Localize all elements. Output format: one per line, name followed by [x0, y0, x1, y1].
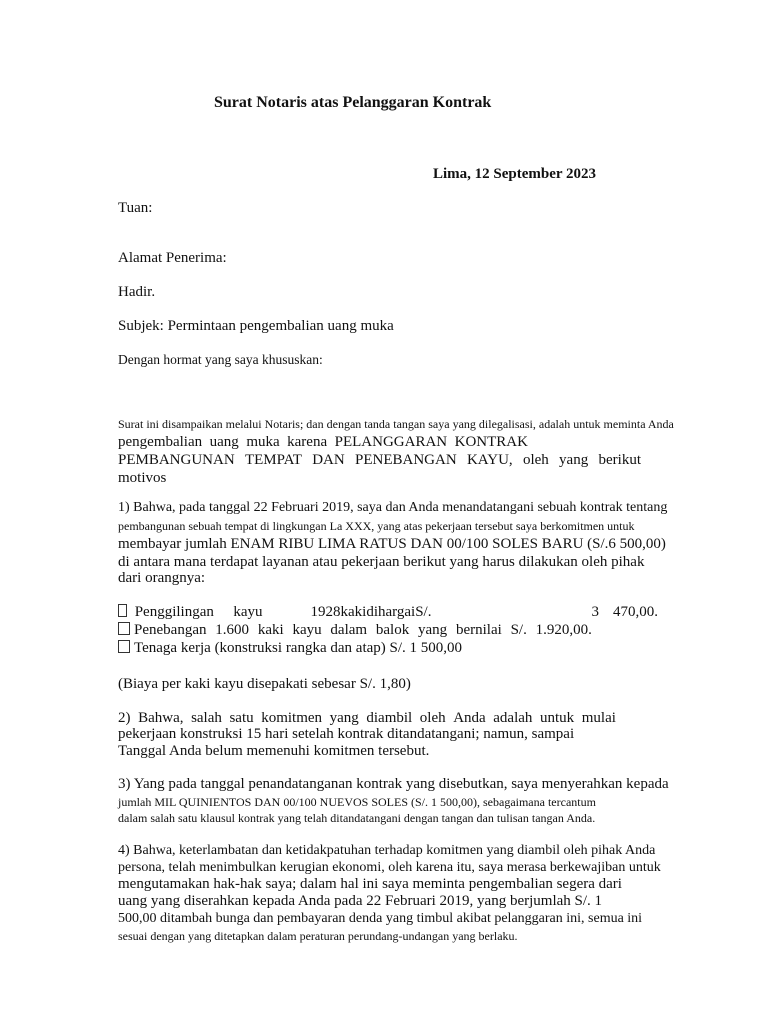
- bullet-box-icon: [118, 604, 127, 617]
- paragraph-line: 500,00 ditambah bunga dan pembayaran denda yang timbul akibat pelanggaran ini, semua ini: [118, 911, 643, 926]
- bullet-box-icon: [118, 640, 130, 653]
- paragraph-line: membayar jumlah ENAM RIBU LIMA RATUS DAN 00/100 SOLES BARU (S/.6 500,00): [118, 536, 666, 552]
- list-item: Penebangan 1.600 kaki kayu dalam balok yang bernilai S/. 1.920,00.: [118, 622, 592, 639]
- paragraph-line: di antara mana terdapat layanan atau pekerjaan berikut yang harus dilakukan oleh pihak: [118, 554, 645, 570]
- paragraph-line: 4) Bahwa, keterlambatan dan ketidakpatuhan terhadap komitmen yang diambil oleh pihak Anda: [118, 843, 656, 858]
- salutation: Tuan:: [118, 200, 153, 216]
- paragraph-line: jumlah MIL QUINIENTOS DAN 00/100 NUEVOS SOLES (S/. 1 500,00), sebagaimana tercantum: [118, 795, 596, 809]
- paragraph-line: dalam salah satu klausul kontrak yang telah ditandatangani dengan tangan dan tulisan tangan Anda.: [118, 811, 596, 825]
- paragraph-line: persona, telah menimbulkan kerugian ekonomi, oleh karena itu, saya merasa berkewajiban untuk: [118, 860, 661, 875]
- list-item: Penggilingan kayu 1928 kaki dihargai S/. 3 470,00.: [118, 604, 658, 621]
- paragraph-line: 3) Yang pada tanggal penandatanganan kontrak yang disebutkan, saya menyerahkan kepada: [118, 776, 669, 792]
- bullet-box-icon: [118, 622, 130, 635]
- paragraph-line: dari orangnya:: [118, 570, 206, 586]
- paragraph-line: Tanggal Anda belum memenuhi komitmen tersebut.: [118, 743, 430, 759]
- present-line: Hadir.: [118, 284, 156, 300]
- paragraph-line: pembangunan sebuah tempat di lingkungan La XXX, yang atas pekerjaan tersebut saya berkomitmen untuk: [118, 519, 635, 533]
- cost-note: (Biaya per kaki kayu disepakati sebesar S/. 1,80): [118, 676, 411, 692]
- paragraph-line: sesuai dengan yang ditetapkan dalam peraturan perundang-undangan yang berlaku.: [118, 929, 518, 943]
- subject-line: Subjek: Permintaan pengembalian uang muka: [118, 318, 394, 334]
- paragraph-line: mengutamakan hak-hak saya; dalam hal ini saya meminta pengembalian segera dari: [118, 876, 622, 892]
- list-item: Tenaga kerja (konstruksi rangka dan atap) S/. 1 500,00: [118, 640, 462, 657]
- intro-line: Surat ini disampaikan melalui Notaris; dan dengan tanda tangan saya yang dilegalisasi, adalah untuk meminta Anda: [118, 417, 674, 431]
- intro-line: motivos: [118, 470, 167, 486]
- intro-line: PEMBANGUNAN TEMPAT DAN PENEBANGAN KAYU, oleh yang berikut: [118, 452, 641, 468]
- paragraph-line: 2) Bahwa, salah satu komitmen yang diambil oleh Anda adalah untuk mulai: [118, 710, 616, 726]
- intro-line: pengembalian uang muka karena PELANGGARAN KONTRAK: [118, 434, 528, 450]
- recipient-address: Alamat Penerima:: [118, 250, 227, 266]
- paragraph-line: pekerjaan konstruksi 15 hari setelah kontrak ditandatangani; namun, sampai: [118, 726, 575, 742]
- paragraph-line: uang yang diserahkan kepada Anda pada 22 Februari 2019, yang berjumlah S/. 1: [118, 893, 603, 909]
- paragraph-line: 1) Bahwa, pada tanggal 22 Februari 2019, saya dan Anda menandatangani sebuah kontrak tentang: [118, 500, 668, 515]
- greeting: Dengan hormat yang saya khususkan:: [118, 352, 323, 367]
- document-title: Surat Notaris atas Pelanggaran Kontrak: [214, 94, 492, 111]
- date-line: Lima, 12 September 2023: [433, 166, 597, 182]
